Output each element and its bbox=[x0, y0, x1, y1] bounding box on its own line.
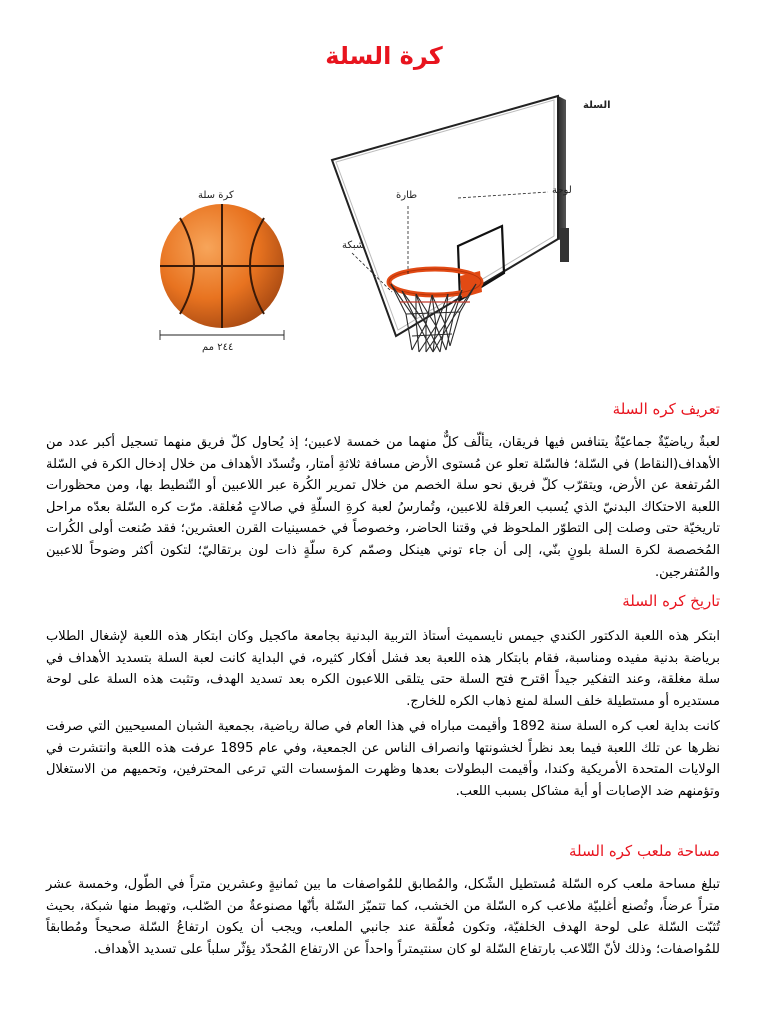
backboard-label: لوحة bbox=[552, 185, 572, 196]
history-paragraph-1: ابتكر هذه اللعبة الدكتور الكندي جيمس نايسميث أستاذ التربية البدنية بجامعة ماكجيل وكان ابتكار هذه اللعبة لإشغال الطلاب برياضة بدنية مفيده ومناسبة، فقام بابتكار هذه اللعبة بعد فشل أفكار كثيره، في البداية كانت لعبة السلة بتسديد الأهداف في سلة مغلقة، وعند التفكير جيداً اقترح فتح السلة حتى يتلقى اللاعبون الكره بعد تسديد الهدف، وتثبت هذه السلة على لوحة مستديره أو مستطيلة خلف السلة لمنع ذهاب الكره للخارج. bbox=[46, 629, 720, 709]
basket-label: السلة bbox=[583, 100, 611, 111]
ball-label: كرة سلة bbox=[198, 190, 234, 201]
basketball-illustration bbox=[140, 88, 640, 360]
section-heading-court-area: مساحة ملعب كره السلة bbox=[569, 842, 720, 860]
hoop-backboard-drawing bbox=[140, 88, 640, 360]
court-area-paragraph: تبلغ مساحة ملعب كره السّلة مُستطيل الشّكل، والمُطابق للمُواصفات ما بين ثمانيةٍ وعشرين متراً في الطّول، وخمسة عشر متراً عرضاً، وتُصنع أغلبيّة ملاعب كره السّلة من الخشب، كما تتميّز السّلة بأنّها مصنوعةٌ من الصّلب، وتهبط منها شبكة، بحيث تُثبّت السّلة على لوحة الهدف الخلفيّة، وتكون مُعلّقة عند جانبي الملعب، ويجب أن يكون ارتفاعُ السّلة صحيحاً ومُطابقاً للمُواصفات؛ وذلك لأنّ التّلاعب بارتفاع السّلة لو كان سنتيمتراً واحداً عن الارتفاع المُحدّد يؤثّر سلباً على تسديد الأهداف. bbox=[46, 877, 720, 957]
rim-label: طارة bbox=[396, 190, 418, 201]
section-heading-history: تاريخ كره السلة bbox=[622, 592, 720, 610]
history-paragraph-2: كانت بداية لعب كره السلة سنة 1892 وأقيمت مباراه في هذا العام في صالة رياضية، بجمعية الشبان المسيحيين التي صرفت نظرها عن تلك اللعبة فيما بعد نظراً لخشونتها وانصراف الناس عن الجمعية، وفي عام 1895 عرفت هذه اللعبة وانتشرت في الولايات المتحدة الأمريكية وكندا، وأقيمت البطولات بعدها وظهرت المؤسسات التي ترعى المحترفين، وتحميهم من الاستغلال وتؤمنهم ضد الإصابات أو أية مشاكل بسبب اللعب. bbox=[46, 719, 720, 799]
net-label: شبكة bbox=[342, 240, 365, 251]
ball-dimension-label: ٢٤٤ مم bbox=[202, 342, 234, 353]
definition-paragraph: لعبةٌ رياضيّةٌ جماعيّةٌ يتنافس فيها فريقان، يتألّف كلٌّ منهما من خمسة لاعبين؛ إذ يُحاول كلّ فريق منهما تسجيل أكبر عدد من الأهداف(النقاط) في السّلة؛ فالسّلة تعلو عن مُستوى الأرض مسافة ثلاثةِ أمتار، وتُسدّد الأهداف من خلال إدخال الكرة في السّلة المُرتفعة عن الأرض، ويتقرّب كلّ فريق نحو سلة الخصم من خلال تمرير الكُرة عبر اللاعبين أو التّنطيط بها، ومن محظورات اللعبة الاحتكاك البدنيّ الذي يُسبب العرقلة للاعبين، وتُمارسُ لعبة كرةِ السلّةِ في صالاتٍ مُغلقة. مرّت كره السّلة بعدّه مراحل تاريخيّة حتى وصلت إلى التطوّر الملحوظ في وقتنا الحاضر، وخصوصاً في خمسينيات القرن العشرين؛ فقد صُنعت أولى الكُرات المُخصصة لكرة السلة بلونٍ بنّي، إلى أن جاء توني هينكل وصمّم كرة سلّةٍ ذات لون برتقاليّ؛ لتكون أكثر وضوحاً للاعبين والمُتفرجين. bbox=[46, 435, 720, 580]
page-title: كرة السلة bbox=[325, 42, 443, 70]
section-heading-definition: تعريف كره السلة bbox=[612, 400, 720, 418]
